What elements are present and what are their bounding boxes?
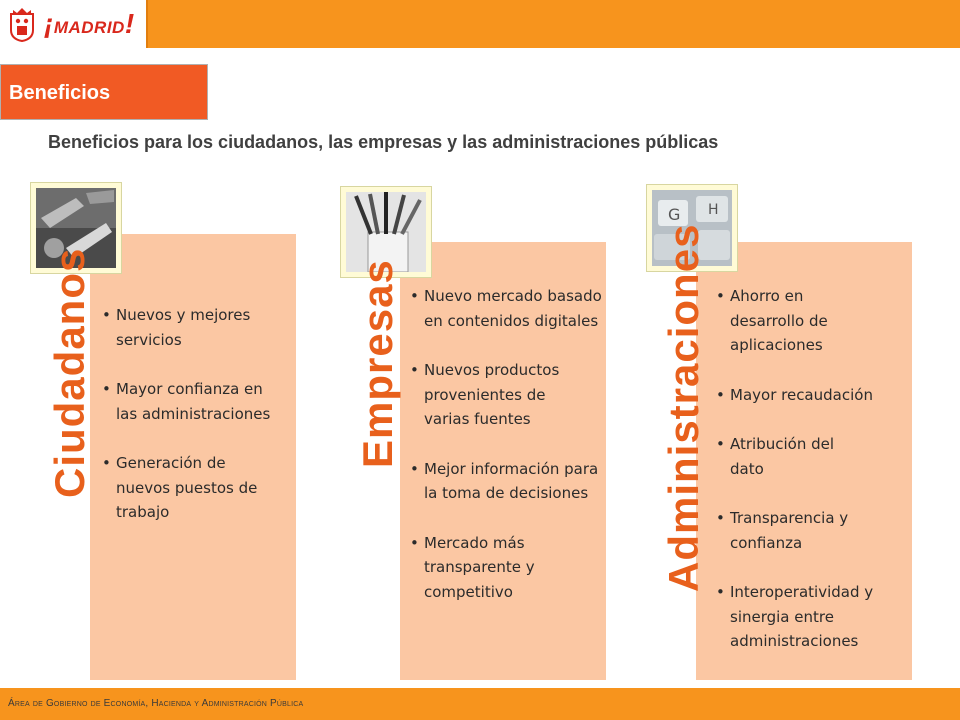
logo-suffix: ! xyxy=(124,8,135,39)
section-tab-box xyxy=(0,64,208,120)
list-administraciones xyxy=(716,284,912,654)
page-subtitle: Beneficios para los ciudadanos, las empresas y las administraciones públicas xyxy=(48,132,719,152)
logo-prefix: ¡ xyxy=(44,8,54,39)
footer-bar xyxy=(0,688,960,720)
logo-word: MADRID xyxy=(53,18,125,37)
list-item: • Ahorro en desarrollo de aplicaciones xyxy=(716,284,855,358)
madrid-crest-icon xyxy=(8,6,36,42)
list-item: • Mayor confianza en las administraciones xyxy=(102,377,276,426)
list-item: • Mejor información para la toma de decisiones xyxy=(410,457,609,506)
title-ciudadanos: Ciudadanos xyxy=(46,247,93,498)
list-empresas xyxy=(410,284,605,604)
list-item: • Atribución del dato xyxy=(716,432,870,481)
section-title: Beneficios xyxy=(9,82,111,104)
list-item: • Interoperatividad y sinergia entre administraciones xyxy=(716,580,905,654)
list-ciudadanos xyxy=(102,303,292,525)
logo[interactable] xyxy=(0,0,148,48)
list-item: • Nuevo mercado basado en contenidos digitales xyxy=(410,284,609,333)
header-bar xyxy=(0,0,960,48)
footer-text: Área de Gobierno de Economía, Hacienda y Administración Pública xyxy=(8,698,304,709)
list-item: • Nuevos productos provenientes de varias fuentes xyxy=(410,358,594,432)
list-item: • Nuevos y mejores servicios xyxy=(102,303,276,352)
svg-text:H: H xyxy=(708,202,719,218)
logo-text xyxy=(44,8,135,40)
section-tab xyxy=(0,64,208,120)
list-item: • Transparencia y confianza xyxy=(716,506,880,555)
title-administraciones: Administraciones xyxy=(660,223,707,592)
list-item: • Mayor recaudación xyxy=(716,383,920,408)
list-item: • Generación de nuevos puestos de trabajo xyxy=(102,451,266,525)
svg-text:G: G xyxy=(668,205,681,224)
list-item: • Mercado más transparente y competitivo xyxy=(410,531,594,605)
title-empresas: Empresas xyxy=(354,259,401,468)
